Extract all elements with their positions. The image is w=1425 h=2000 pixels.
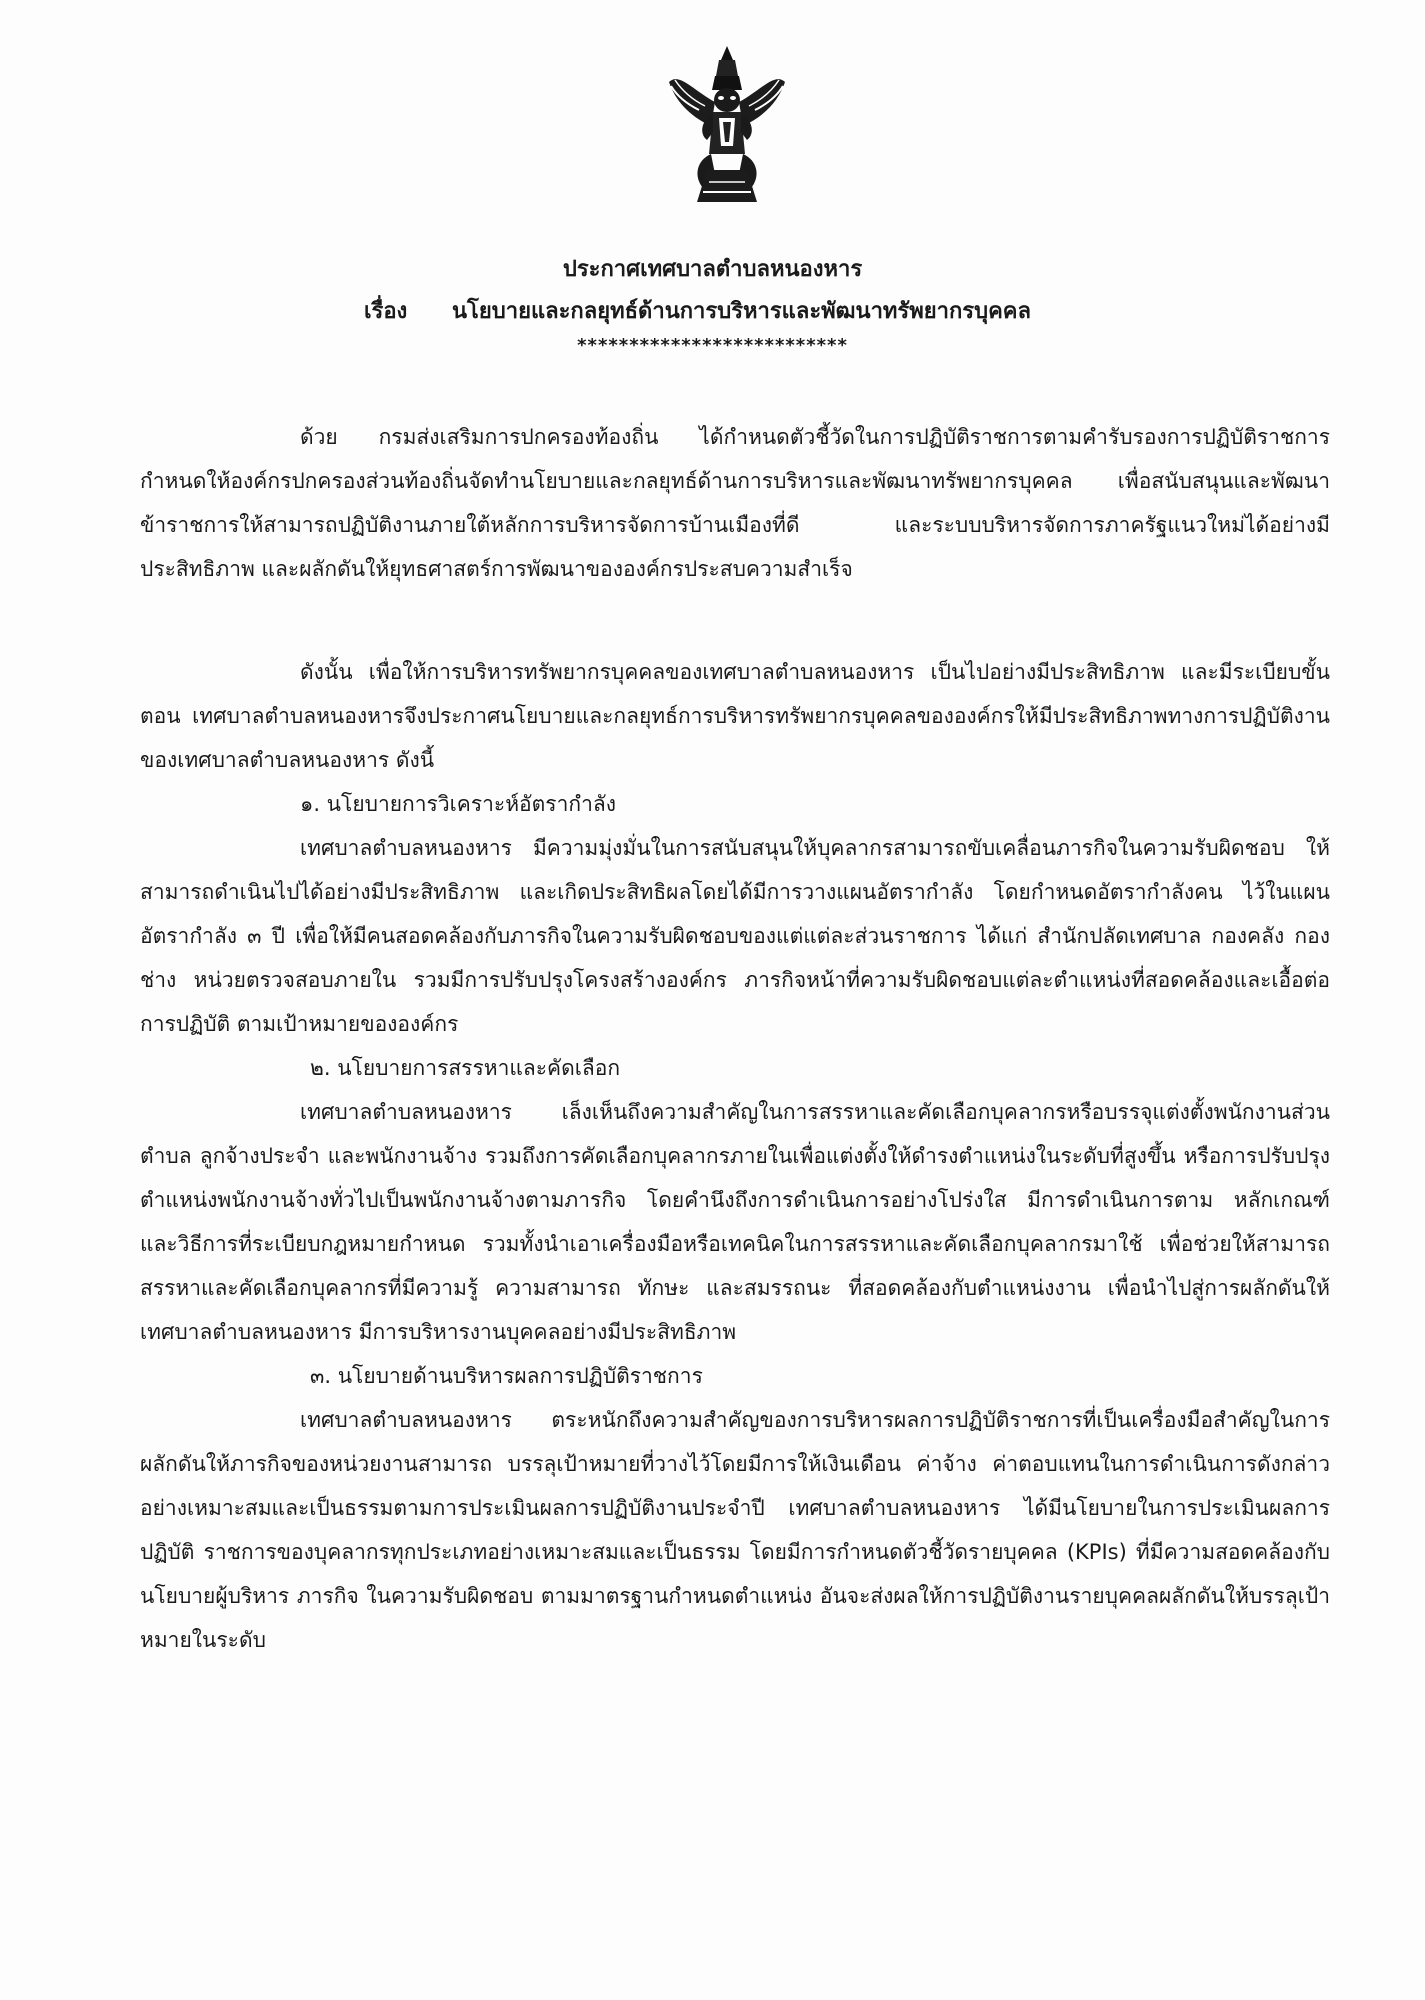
- section-3-heading: ๓. นโยบายด้านบริหารผลการปฏิบัติราชการ: [310, 1364, 703, 1388]
- section-2-heading: ๒. นโยบายการสรรหาและคัดเลือก: [310, 1056, 621, 1080]
- main-content: [140, 650, 1330, 1662]
- intro-paragraph: ด้วย กรมส่งเสริมการปกครองท้องถิ่น ได้กำหนดตัวชี้วัดในการปฏิบัติราชการตามคำรับรองการปฏิบัติราชการ กำหนดให้องค์กรปกครองส่วนท้องถิ่นจัดทำนโยบายและกลยุทธ์ด้านการบริหารและพัฒนาทรัพยากรบุคคล เพื่อสนับสนุนและพัฒนาข้าราชการให้สามารถปฏิบัติงานภายใต้หลักการบริหารจัดการบ้านเมืองที่ดี และระบบบริหารจัดการภาครัฐแนวใหม่ได้อย่างมีประสิทธิภาพ และผลักดันให้ยุทธศาสตร์การพัฒนาขององค์กรประสบความสำเร็จ: [140, 425, 1330, 581]
- section-3-body: เทศบาลตำบลหนองหาร ตระหนักถึงความสำคัญของการบริหารผลการปฏิบัติราชการที่เป็นเครื่องมือสำคัญในการผลักดันให้ภารกิจของหน่วยงานสามารถ บรรลุเป้าหมายที่วางไว้โดยมีการให้เงินเดือน ค่าจ้าง ค่าตอบแทนในการดำเนินการดังกล่าวอย่างเหมาะสมและเป็นธรรมตามการประเมินผลการปฏิบัติงานประจำปี เทศบาลตำบลหนองหาร ได้มีนโยบายในการประเมินผลการปฏิบัติ ราชการของบุคลากรทุกประเภทอย่างเหมาะสมและเป็นธรรม โดยมีการกำหนดตัวชี้วัดรายบุคคล (KPIs) ที่มีความสอดคล้องกับนโยบายผู้บริหาร ภารกิจ ในความรับผิดชอบ ตามมาตรฐานกำหนดตำแหน่ง อันจะส่งผลให้การปฏิบัติงานรายบุคคลผลักดันให้บรรลุเป้าหมายในระดับ: [140, 1408, 1330, 1652]
- section-1-body: เทศบาลตำบลหนองหาร มีความมุ่งมั่นในการสนับสนุนให้บุคลากรสามารถขับเคลื่อนภารกิจในความรับผิดชอบ ให้สามารถดำเนินไปได้อย่างมีประสิทธิภาพ และเกิดประสิทธิผลโดยได้มีการวางแผนอัตรากำลัง โดยกำหนดอัตรากำลังคน ไว้ในแผนอัตรากำลัง ๓ ปี เพื่อให้มีคนสอดคล้องกับภารกิจในความรับผิดชอบของแต่แต่ละส่วนราชการ ได้แก่ สำนักปลัดเทศบาล กองคลัง กองช่าง หน่วยตรวจสอบภายใน รวมมีการปรับปรุงโครงสร้างองค์กร ภารกิจหน้าที่ความรับผิดชอบแต่ละตำแหน่งที่สอดคล้องและเอื้อต่อการปฏิบัติ ตามเป้าหมายขององค์กร: [140, 836, 1330, 1036]
- section-2-body: เทศบาลตำบลหนองหาร เล็งเห็นถึงความสำคัญในการสรรหาและคัดเลือกบุคลากรหรือบรรจุแต่งตั้งพนักงานส่วนตำบล ลูกจ้างประจำ และพนักงานจ้าง รวมถึงการคัดเลือกบุคลากรภายในเพื่อแต่งตั้งให้ดำรงตำแหน่งในระดับที่สูงขึ้น หรือการปรับปรุงตำแหน่งพนักงานจ้างทั่วไปเป็นพนักงานจ้างตามภารกิจ โดยคำนึงถึงการดำเนินการอย่างโปร่งใส มีการดำเนินการตาม หลักเกณฑ์ และวิธีการที่ระเบียบกฎหมายกำหนด รวมทั้งนำเอาเครื่องมือหรือเทคนิคในการสรรหาและคัดเลือกบุคลากรมาใช้ เพื่อช่วยให้สามารถสรรหาและคัดเลือกบุคลากรที่มีความรู้ ความสามารถ ทักษะ และสมรรถนะ ที่สอดคล้องกับตำแหน่งงาน เพื่อนำไปสู่การผลักดันให้ เทศบาลตำบลหนองหาร มีการบริหารงานบุคคลอย่างมีประสิทธิภาพ: [140, 1100, 1330, 1344]
- announcement-subject: [364, 294, 1031, 330]
- announcement-title: ประกาศเทศบาลตำบลหนองหาร: [562, 257, 863, 282]
- title-separator: **************************: [577, 335, 848, 356]
- intro-paragraph-block: [140, 415, 1330, 591]
- subject-text: นโยบายและกลยุทธ์ด้านการบริหารและพัฒนาทรัพยากรบุคคล: [452, 299, 1032, 324]
- section-1-heading: ๑. นโยบายการวิเคราะห์อัตรากำลัง: [300, 792, 616, 816]
- therefore-paragraph: ดังนั้น เพื่อให้การบริหารทรัพยากรบุคคลของเทศบาลตำบลหนองหาร เป็นไปอย่างมีประสิทธิภาพ และมีระเบียบขั้นตอน เทศบาลตำบลหนองหารจึงประกาศนโยบายและกลยุทธ์การบริหารทรัพยากรบุคคลขององค์กรให้มีประสิทธิภาพทางการปฏิบัติงานของเทศบาลตำบลหนองหาร ดังนี้: [140, 660, 1330, 772]
- garuda-emblem-icon: [663, 42, 791, 210]
- subject-label: เรื่อง: [364, 299, 408, 324]
